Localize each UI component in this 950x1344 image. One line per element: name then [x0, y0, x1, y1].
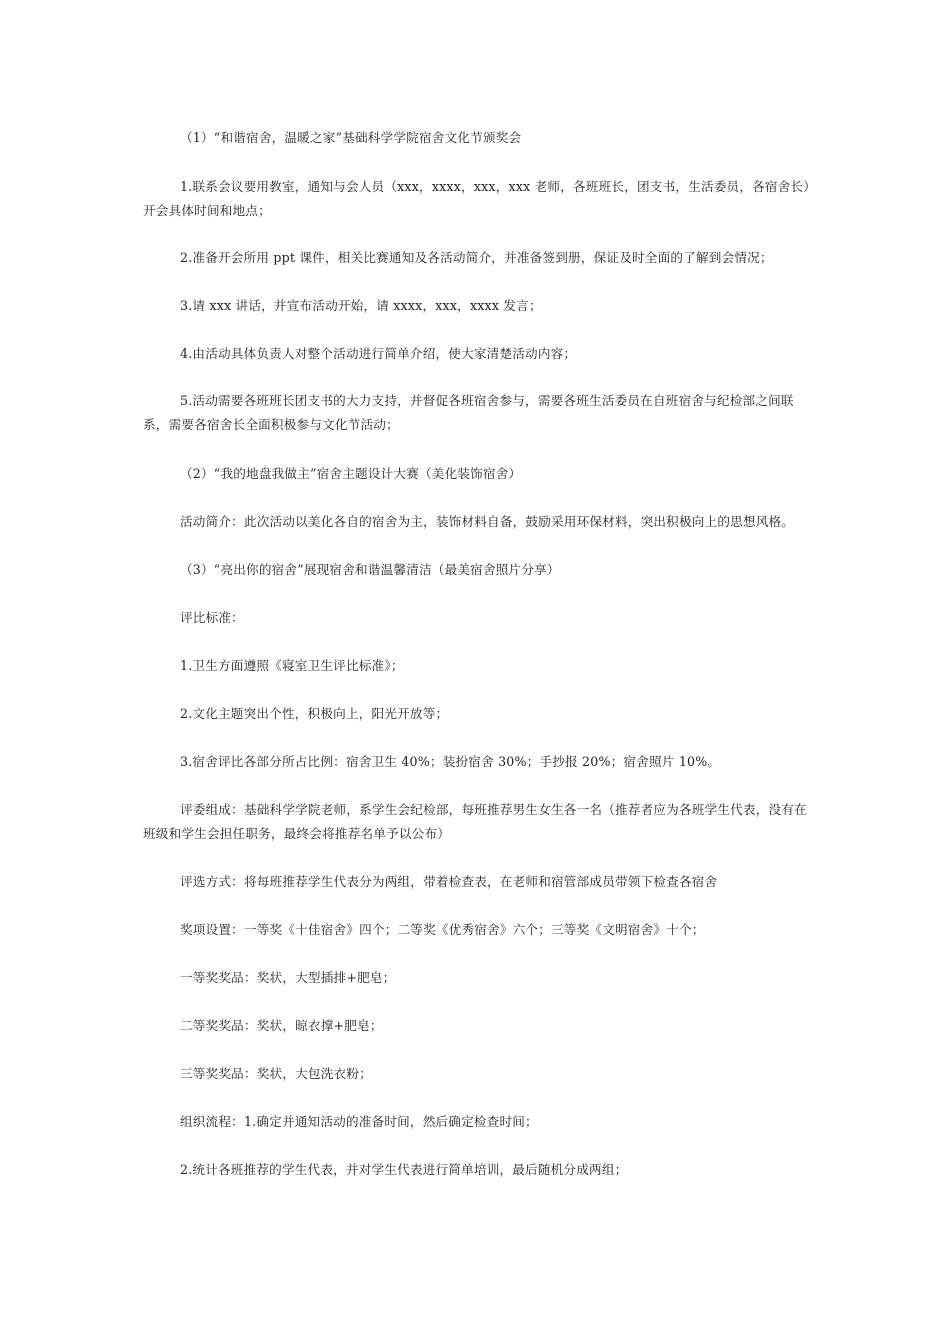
paragraph-item-4: 4.由活动具体负责人对整个活动进行简单介绍，使大家清楚活动内容；: [180, 346, 577, 361]
activity-intro: 活动简介：此次活动以美化各自的宿舍为主，装饰材料自备，鼓励采用环保材料，突出积极向上的思想风格。: [180, 514, 795, 529]
section-heading-2: （2）“我的地盘我做主”宿舍主题设计大赛（美化装饰宿舍）: [180, 466, 522, 481]
judges-composition: 评委组成：基础科学学院老师，系学生会纪检部，每班推荐男生女生各一名（推荐者应为各班学生代表，没有在班级和学生会担任职务，最终会将推荐名单予以公布）: [143, 802, 807, 841]
award-settings: 奖项设置：一等奖《十佳宿舍》四个；二等奖《优秀宿舍》六个；三等奖《文明宿舍》十个；: [180, 922, 705, 937]
paragraph-item-5: 5.活动需要各班班长团支书的大力支持，并督促各班宿舍参与，需要各班生活委员在自班宿舍与纪检部之间联系，需要各宿舍长全面积极参与文化节活动；: [143, 393, 794, 432]
process-step-2: 2.统计各班推荐的学生代表，并对学生代表进行简单培训，最后随机分成两组；: [180, 1162, 628, 1177]
first-prize: 一等奖奖品：奖状，大型插排+肥皂；: [180, 970, 396, 985]
section-heading-1: （1）“和谐宿舍，温暖之家”基础科学学院宿舍文化节颁奖会: [180, 130, 522, 145]
process-step-1: 组织流程：1.确定并通知活动的准备时间，然后确定检查时间；: [180, 1114, 538, 1129]
criteria-heading: 评比标准：: [180, 610, 244, 625]
second-prize: 二等奖奖品：奖状，晾衣撑+肥皂；: [180, 1018, 383, 1033]
section-heading-3: （3）“亮出你的宿舍”展现宿舍和谐温馨清洁（最美宿舍照片分享）: [180, 562, 560, 577]
paragraph-item-2: 2.准备开会所用 ppt 课件，相关比赛通知及各活动简介，并准备签到册，保证及时全面的了解到会情况；: [180, 250, 773, 265]
paragraph-item-1: 1.联系会议要用教室，通知与会人员（xxx，xxxx，xxx，xxx 老师，各班班长，团支书，生活委员，各宿舍长）开会具体时间和地点；: [143, 179, 810, 218]
criteria-item-1: 1.卫生方面遵照《寝室卫生评比标准》；: [180, 658, 404, 673]
third-prize: 三等奖奖品：奖状，大包洗衣粉；: [180, 1066, 372, 1081]
criteria-item-3: 3.宿舍评比各部分所占比例：宿舍卫生 40%；装扮宿舍 30%；手抄报 20%；宿舍照片 10%。: [180, 754, 721, 769]
paragraph-item-3: 3.请 xxx 讲话，并宣布活动开始，请 xxxx，xxx，xxxx 发言；: [180, 298, 542, 313]
criteria-item-2: 2.文化主题突出个性，积极向上，阳光开放等；: [180, 706, 449, 721]
selection-method: 评选方式：将每班推荐学生代表分为两组，带着检查表，在老师和宿管部成员带领下检查各宿舍: [180, 874, 718, 889]
